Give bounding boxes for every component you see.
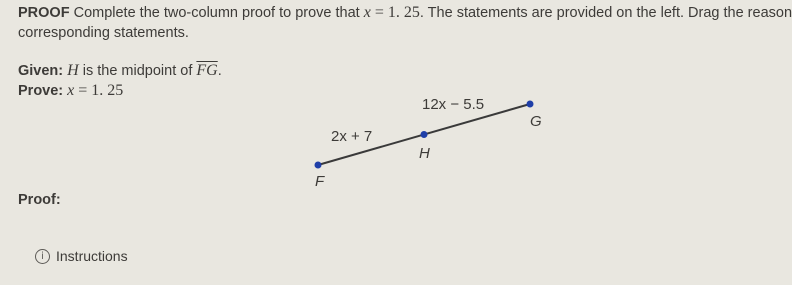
equation-value: = 1. 25	[370, 4, 420, 21]
given-segment: $\overline{FG}$	[196, 62, 218, 79]
given-text: is the midpoint of	[78, 63, 197, 79]
info-icon: i	[35, 249, 50, 264]
instructions-button[interactable]	[35, 248, 128, 264]
point-g	[527, 101, 534, 108]
label-point-f: F	[315, 173, 325, 190]
given-variable: H	[67, 62, 79, 79]
prove-label: Prove:	[18, 83, 64, 99]
given-label: Given:	[18, 63, 64, 79]
proof-label: Proof:	[18, 192, 61, 208]
label-point-h: H	[419, 145, 430, 162]
proof-tag: PROOF	[18, 5, 70, 21]
prove-variable: x	[67, 82, 75, 99]
equation-variable: x	[363, 4, 371, 21]
problem-intro: Complete the two-column proof to prove that	[69, 5, 364, 21]
label-point-g: G	[530, 113, 542, 130]
label-hg-length: 12x − 5.5	[422, 96, 485, 113]
point-h	[421, 131, 428, 138]
prove-value: = 1. 25	[74, 82, 124, 99]
instructions-label: Instructions	[56, 248, 128, 264]
problem-statement-line-2: corresponding statements.	[18, 25, 189, 41]
problem-sentence-end: . The statements are provided on the left. Drag the reason	[419, 5, 792, 21]
point-f	[315, 162, 322, 169]
given-period: .	[217, 63, 222, 79]
label-fh-length: 2x + 7	[331, 128, 373, 145]
